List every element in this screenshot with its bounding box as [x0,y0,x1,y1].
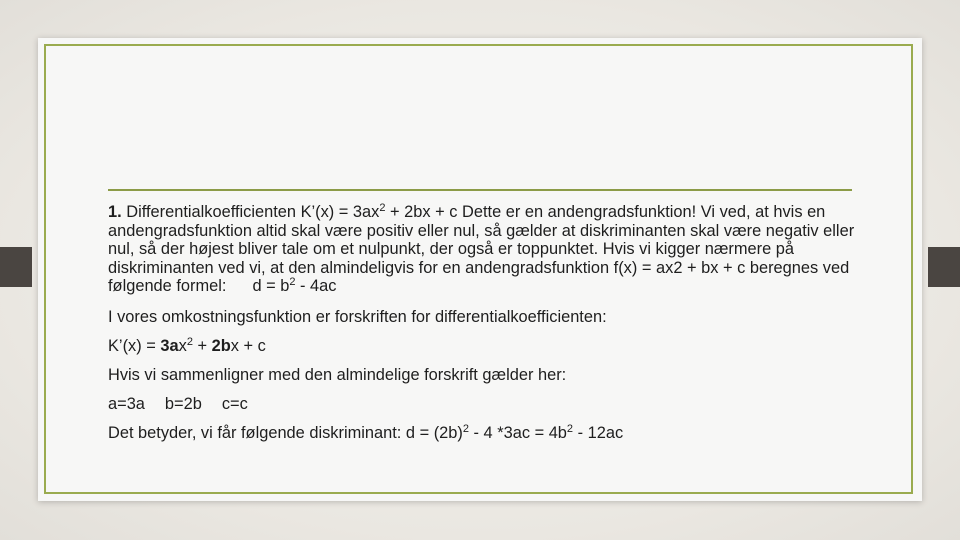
derivative-line [108,337,858,356]
point-title-sup: 2 [379,202,386,214]
discriminant-prefix: Det betyder, vi får følgende diskriminant: d = (2b) [108,423,463,442]
discriminant-rest: - 12ac [573,423,624,442]
derivative-coef-a: 3a [160,336,179,355]
cost-function-line: I vores omkostningsfunktion er forskriften for differentialkoefficienten: [108,307,607,326]
formula-rest: - 4ac [295,277,337,296]
coef-c: c=c [221,394,248,413]
discriminant-line [108,424,858,443]
derivative-x: x [178,336,187,355]
derivative-rest: x + c [230,336,266,355]
comparison-line: Hvis vi sammenligner med den almindelige forskrift gælder her: [108,365,567,384]
right-edge-tab [928,247,960,287]
point-paragraph [108,203,858,296]
point-number: 1. [108,203,122,221]
slide-body [108,203,858,443]
formula-sup: 2 [289,276,296,289]
point-explanation: Dette er en andengradsfunktion! Vi ved, at hvis en andengradsfunktion altid skal være positiv eller nul, så gælder at diskriminanten skal være negativ eller nul, så der højest bliver tale om et nulpunkt, der også er toppunktet. Hvis vi kigger nærmere på diskriminanten ved vi, at den almindeligvis for en andengradsfunktion f(x) = ax2 + bx + c beregnes ved følgende formel: [108,203,855,296]
derivative-plus: + [192,336,212,355]
derivative-prefix: K’(x) = [108,336,161,355]
formula-prefix: d = b [252,277,290,296]
coef-b: b=2b [164,394,202,413]
point-title: Differentialkoefficienten K’(x) = 3ax [126,203,380,221]
title-rule [108,189,852,191]
point-title-rest: + 2bx + c [385,203,458,221]
derivative-sup: 2 [186,335,193,348]
left-edge-tab [0,247,32,287]
discriminant-middle: - 4 *3ac = 4b [468,423,567,442]
discriminant-sup-1: 2 [462,422,469,435]
coef-a: a=3a [108,394,145,413]
discriminant-sup-2: 2 [566,422,574,435]
coefficients-line [108,395,858,414]
derivative-coef-b: 2b [211,336,231,355]
